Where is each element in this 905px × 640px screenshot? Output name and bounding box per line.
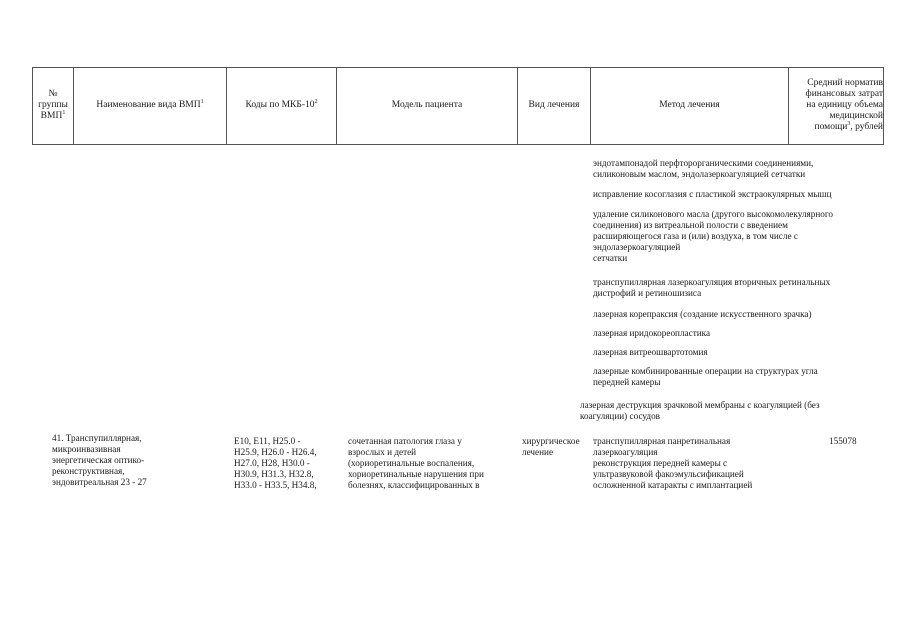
method-entry: транспупиллярная лазеркоагуляция вторичных ретинальных дистрофий и ретиношизиса [593,277,831,298]
header-average-cost-unit: , рублей [850,122,883,132]
method-entry: лазерная деструкция зрачковой мембраны с коагуляцией (без коагуляции) сосудов [580,400,820,421]
header-patient-model [337,68,517,143]
footnote-mark: 1 [200,98,204,105]
header-icd-codes [227,68,336,143]
header-group-number [33,68,73,143]
method-entry: лазерные комбинированные операции на структурах угла передней камеры [593,366,818,387]
header-bottom-rule [32,144,884,145]
row-41-vmp-name: 41. Транспупиллярная, микроинвазивная энергетическая оптико- реконструктивная, эндовитреальная 23 - 27 [52,433,147,487]
header-patient-model-text: Модель пациента [391,100,463,110]
header-vmp-name [74,68,226,143]
header-icd-codes-text: Коды по МКБ-10 [245,100,315,110]
footnote-mark: 3 [847,120,851,127]
header-vmp-name-text: Наименование вида ВМП [96,100,201,110]
row-41-treatment-type: хирургическое лечение [522,436,580,457]
row-41-icd-codes: Е10, Е11, Н25.0 - Н25.9, Н26.0 - Н26.4, Н27.0, Н28, Н30.0 - Н30.9, Н31.3, Н32.8, Н33.0 - Н33.5, Н34.8, [234,436,317,490]
method-entry: лазерная витреошвартотомия [593,347,708,357]
method-entry: эндотампонадой перфторорганическими соединениями, силиконовым маслом, эндолазеркоагуляцией сетчатки [593,158,814,179]
footnote-mark: 1 [62,109,66,116]
method-entry: исправление косоглазия с пластикой экстраокулярных мышц [593,189,832,199]
header-treatment-method [591,68,788,143]
method-entry: лазерная корепраксия (создание искусственного зрачка) [593,309,812,319]
header-treatment-type-text: Вид лечения [528,100,580,110]
method-entry: удаление силиконового масла (другого высокомолекулярного соединения) из витреальной полости с введением расширяющегося газа и (или) воздуха, в том числе с эндолазеркоагуляцией сетчатки [593,209,833,263]
header-treatment-method-text: Метод лечения [659,100,720,110]
method-entry: лазерная иридокореопластика [593,328,711,338]
row-41-treatment-method: транспупиллярная панретинальная лазеркоагуляция реконструкция передней камеры с ультразвуковой факоэмульсификацией осложненной катаракты с имплантацией [593,436,753,490]
header-average-cost-text: Средний норматив финансовых затрат на единицу объема медицинской помощи [805,78,883,132]
footnote-mark: 2 [314,98,318,105]
header-average-cost [789,68,883,143]
column-divider [883,67,884,144]
row-41-average-cost: 155078 [829,436,857,446]
row-41-patient-model: сочетанная патология глаза у взрослых и детей (хориоретинальные воспаления, хориоретинальные нарушения при болезнях, классифицированных в [348,436,484,490]
header-group-number-text: № группы ВМП [38,89,68,121]
header-treatment-type [518,68,590,143]
